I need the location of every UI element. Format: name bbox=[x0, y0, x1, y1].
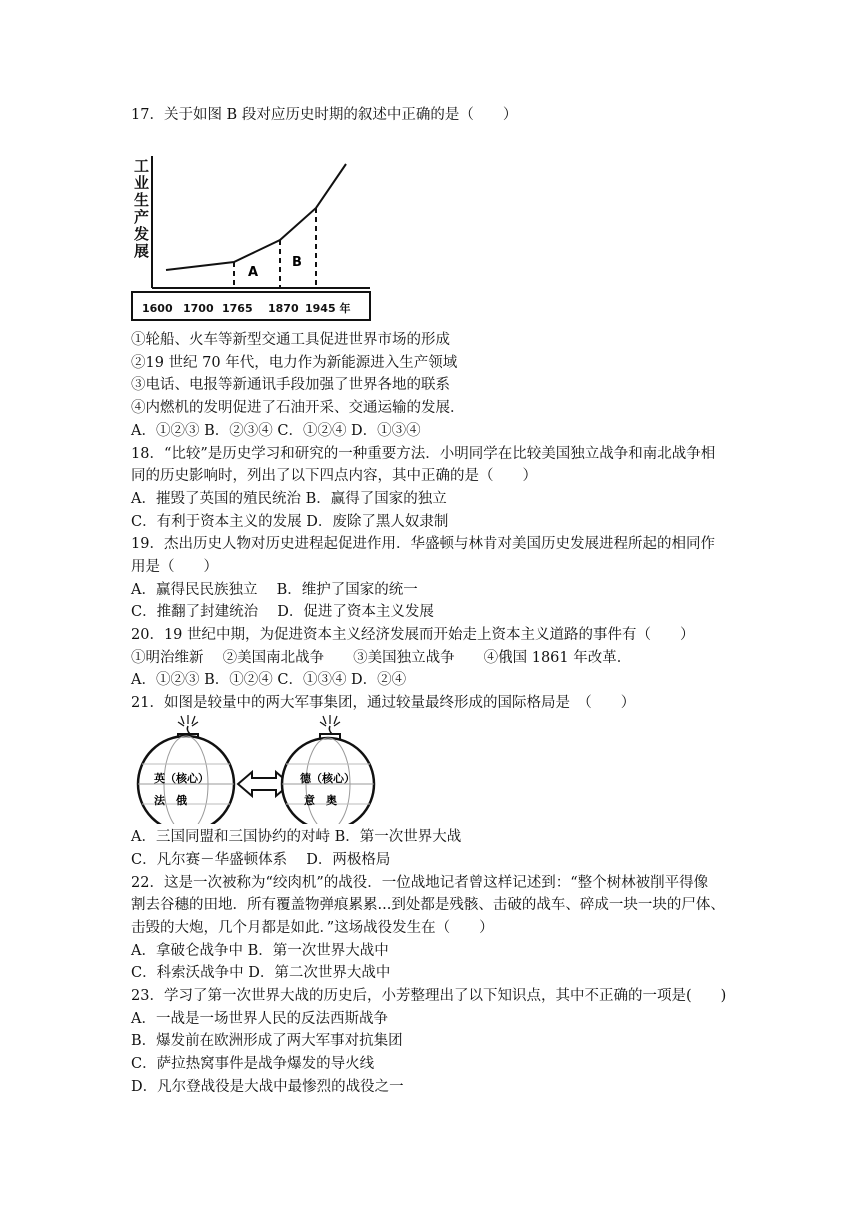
q21-options-ab: A．三国同盟和三国协约的对峙 B．第一次世界大战 bbox=[131, 829, 462, 845]
q17-option-2: ②19 世纪 70 年代，电力作为新能源进入生产领域 bbox=[131, 355, 458, 371]
ylabel-char-1: 工 bbox=[134, 157, 150, 175]
segment-b-label: B bbox=[292, 255, 302, 270]
ylabel-char-6: 展 bbox=[134, 242, 150, 260]
right-bomb-members: 意 奥 bbox=[304, 794, 337, 807]
q19-stem-line2: 用是（ ） bbox=[131, 559, 218, 575]
q21-stem: 21．如图是较量中的两大军事集团，通过较量最终形成的国际格局是 （ ） bbox=[131, 695, 636, 711]
q19-options-cd: C．推翻了封建统治 D．促进了资本主义发展 bbox=[131, 604, 434, 620]
right-bomb-core: 德（核心） bbox=[300, 772, 355, 785]
growth-curve bbox=[166, 164, 346, 270]
q20-stem: 20．19 世纪中期，为促进资本主义经济发展而开始走上资本主义道路的事件有（ ） bbox=[131, 627, 695, 643]
segment-a-label: A bbox=[248, 265, 259, 280]
tick-1870: 1870 bbox=[268, 302, 299, 315]
q18-options-ab: A．摧毁了英国的殖民统治 B．赢得了国家的独立 bbox=[131, 491, 447, 507]
q17-option-1: ①轮船、火车等新型交通工具促进世界市场的形成 bbox=[131, 332, 450, 348]
q21-options-cd: C．凡尔赛－华盛顿体系 D．两极格局 bbox=[131, 852, 391, 868]
q18-stem-line2: 同的历史影响时，列出了以下四点内容，其中正确的是（ ） bbox=[131, 468, 537, 484]
q19-stem-line1: 19．杰出历史人物对历史进程起促进作用．华盛顿与林肯对美国历史发展进程所起的相同作 bbox=[131, 536, 715, 552]
q20-items: ①明治维新 ②美国南北战争 ③美国独立战争 ④俄国 1861 年改革． bbox=[131, 650, 632, 666]
q19-options-ab: A．赢得民民族独立 B．维护了国家的统一 bbox=[131, 582, 418, 598]
q22-stem-line3: 击毁的大炮，几个月都是如此．”这场战役发生在（ ） bbox=[131, 920, 494, 936]
left-bomb-core: 英（核心） bbox=[154, 772, 209, 785]
tick-1700: 1700 bbox=[183, 302, 214, 315]
q17-stem: 17．关于如图 B 段对应历史时期的叙述中正确的是（ ） bbox=[131, 107, 518, 123]
right-bomb-icon bbox=[282, 715, 374, 824]
tick-1765: 1765 bbox=[222, 302, 253, 315]
q22-options-cd: C．科索沃战争中 D．第二次世界大战中 bbox=[131, 965, 391, 981]
q23-option-b: B．爆发前在欧洲形成了两大军事对抗集团 bbox=[131, 1033, 403, 1049]
q18-options-cd: C．有利于资本主义的发展 D．废除了黑人奴隶制 bbox=[131, 514, 449, 530]
q23-stem: 23．学习了第一次世界大战的历史后，小芳整理出了以下知识点，其中不正确的一项是( ) bbox=[131, 988, 727, 1004]
q17-answers: A．①②③ B．②③④ C．①②④ D．①③④ bbox=[131, 423, 421, 439]
left-bomb-icon bbox=[138, 715, 234, 824]
ylabel-char-5: 发 bbox=[134, 225, 150, 243]
q22-options-ab: A．拿破仑战争中 B．第一次世界大战中 bbox=[131, 943, 389, 959]
q22-stem-line1: 22．这是一次被称为“绞肉机”的战役．一位战地记者曾这样记述到：“整个树林被削平得像 bbox=[131, 875, 709, 891]
q23-option-a: A．一战是一场世界人民的反法西斯战争 bbox=[131, 1011, 388, 1027]
tick-1600: 1600 bbox=[142, 302, 173, 315]
ylabel-char-3: 生 bbox=[134, 191, 150, 209]
ylabel-char-2: 业 bbox=[134, 174, 150, 192]
left-bomb-members: 法 俄 bbox=[154, 794, 187, 807]
industrial-growth-chart bbox=[128, 128, 378, 323]
q23-option-d: D．凡尔登战役是大战中最惨烈的战役之一 bbox=[131, 1079, 404, 1095]
q23-option-c: C．萨拉热窝事件是战争爆发的导火线 bbox=[131, 1056, 375, 1072]
two-alliances-bombs-illustration bbox=[128, 714, 388, 824]
ylabel-char-4: 产 bbox=[134, 208, 150, 226]
q22-stem-line2: 割去谷穗的田地．所有覆盖物弹痕累累...到处都是残骸、击破的战车、碎成一块一块的尸体、 bbox=[131, 897, 725, 913]
q18-stem-line1: 18．“比较”是历史学习和研究的一种重要方法．小明同学在比较美国独立战争和南北战争相 bbox=[131, 446, 716, 462]
tick-1945: 1945 年 bbox=[305, 302, 351, 315]
q17-option-3: ③电话、电报等新通讯手段加强了世界各地的联系 bbox=[131, 377, 450, 393]
q20-answers: A．①②③ B．①②④ C．①③④ D．②④ bbox=[131, 672, 407, 688]
q17-option-4: ④内燃机的发明促进了石油开采、交通运输的发展． bbox=[131, 400, 465, 416]
